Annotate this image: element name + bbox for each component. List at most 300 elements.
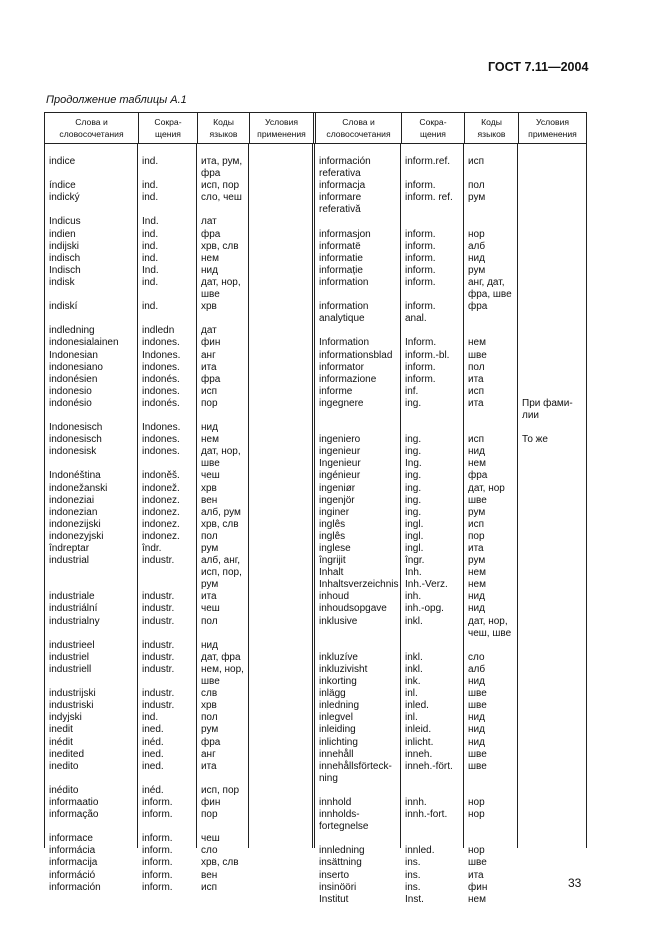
cell-language-code: пол	[201, 712, 218, 724]
cell-language-code: хрв	[201, 700, 217, 712]
cell-language-code: нид	[201, 639, 218, 651]
cell-word: inédito	[49, 784, 79, 796]
table-body	[44, 156, 587, 906]
cell-abbreviation-2: inf.	[405, 385, 419, 397]
cell-language-code-2: исп	[468, 434, 485, 446]
cell-word-2: informatie	[319, 252, 363, 264]
cell-language-code-2: шве	[468, 857, 487, 869]
cell-word-2: inglês	[319, 518, 346, 530]
cell-language-code: хрв, слв	[201, 857, 239, 869]
cell-language-code-2: шве	[468, 760, 487, 772]
table-row	[44, 483, 587, 495]
cell-abbreviation-2: inl.	[405, 688, 418, 700]
cell-language-code-2: ита	[468, 869, 484, 881]
cell-abbreviation: indones.	[142, 434, 180, 446]
table-row	[44, 797, 587, 809]
cell-language-code: исп	[201, 881, 218, 893]
cell-abbreviation: indonés.	[142, 397, 180, 409]
table-row	[44, 688, 587, 700]
table-row	[44, 434, 587, 446]
cell-abbreviation: ined.	[142, 760, 164, 772]
cell-abbreviation: inéd.	[142, 784, 164, 796]
cell-abbreviation-2: inneh.	[405, 748, 433, 760]
table-row	[44, 422, 587, 434]
cell-word: Indonéština	[49, 470, 101, 482]
cell-language-code-2: нор	[468, 228, 485, 240]
cell-abbreviation-2: inform.	[405, 228, 436, 240]
table-row	[44, 519, 587, 531]
cell-abbreviation-2: inform.-bl.	[405, 349, 450, 361]
cell-abbreviation-2: inled.	[405, 700, 429, 712]
cell-word: információ	[49, 869, 96, 881]
cell-word-2: inledning	[319, 700, 360, 712]
cell-condition-2: То же	[522, 434, 548, 446]
cell-language-code-2: алб	[468, 240, 486, 252]
cell-word: inedit	[49, 724, 73, 736]
cell-word: indonesiano	[49, 361, 103, 373]
table-row	[44, 265, 587, 277]
cell-word-2: inglese	[319, 543, 351, 554]
cell-abbreviation: indones.	[142, 361, 180, 373]
cell-language-code-2: ита	[468, 397, 484, 409]
cell-language-code: исп, пор	[201, 180, 240, 192]
cell-word: indický	[49, 192, 80, 204]
cell-language-code-2: ита	[468, 543, 484, 554]
cell-abbreviation: industr.	[142, 591, 175, 603]
cell-word: indisk	[49, 276, 75, 288]
cell-word-2: informacja	[319, 180, 366, 192]
cell-abbreviation: Ind.	[142, 264, 159, 276]
cell-word-2: inlägg	[319, 688, 346, 700]
cell-word-2: insättning	[319, 857, 362, 869]
cell-word-2: innhold	[319, 796, 352, 808]
cell-abbreviation: indones.	[142, 446, 180, 458]
table-row	[44, 809, 587, 833]
cell-abbreviation: ind.	[142, 252, 159, 264]
cell-word-2: informasjon	[319, 228, 371, 240]
cell-abbreviation: indonez.	[142, 494, 180, 506]
cell-word-2: innholds- fortegnelse	[319, 809, 369, 833]
cell-word: informacija	[49, 857, 98, 869]
cell-language-code: исп	[201, 385, 218, 397]
cell-language-code-2: алб нид	[468, 663, 486, 688]
cell-abbreviation-2: inform.	[405, 361, 436, 373]
cell-language-code-2: шве	[468, 349, 487, 361]
cell-language-code-2: фин нем	[468, 881, 488, 905]
table-row	[44, 603, 587, 615]
cell-abbreviation-2: ins.	[405, 857, 421, 869]
cell-abbreviation-2: inneh.-fört.	[405, 760, 453, 772]
cell-abbreviation: ined.	[142, 724, 164, 736]
cell-word: indice	[49, 156, 76, 167]
cell-language-code: нид	[201, 264, 218, 276]
table-row	[44, 640, 587, 652]
cell-abbreviation: industr.	[142, 639, 175, 651]
cell-word: industriální	[49, 603, 98, 615]
cell-language-code-2: шве	[468, 700, 487, 712]
cell-abbreviation: ined.	[142, 748, 164, 760]
cell-abbreviation: indonez.	[142, 506, 180, 518]
cell-language-code-2: сло	[468, 651, 485, 663]
table-row	[44, 700, 587, 712]
cell-word: Indisch	[49, 264, 81, 276]
cell-word: informácia	[49, 845, 96, 857]
cell-word-2: inhoudsopgave	[319, 603, 387, 615]
cell-word: indijski	[49, 240, 80, 252]
cell-word: Indonesisch	[49, 422, 103, 434]
cell-word-2: inklusive	[319, 615, 358, 627]
cell-word-2: ingeniør	[319, 482, 356, 494]
cell-word: informace	[49, 833, 93, 845]
cell-language-code: анг	[201, 349, 216, 361]
cell-word-2: innehållsförteck- ning	[319, 760, 392, 784]
cell-abbreviation-2: innh.-fort.	[405, 809, 448, 821]
cell-abbreviation-2: ins. Inst.	[405, 881, 424, 905]
cell-word: información	[49, 881, 101, 893]
header-conditions: Условия применения	[249, 113, 313, 143]
cell-abbreviation: inform.	[142, 796, 173, 808]
cell-abbreviation: indones.	[142, 337, 180, 349]
cell-language-code-2: дат, нор, чеш, шве	[468, 615, 512, 639]
cell-word: indisch	[49, 252, 81, 264]
cell-abbreviation: ind.	[142, 276, 159, 288]
table-row	[44, 386, 587, 398]
cell-language-code: алб, анг, исп, пор, рум	[201, 555, 242, 591]
cell-word-2: ingenjör	[319, 494, 355, 506]
cell-language-code-2: исп	[468, 385, 485, 397]
cell-abbreviation-2: inform.	[405, 276, 436, 288]
cell-abbreviation: industr.	[142, 615, 175, 627]
cell-abbreviation-2: ingl.	[405, 543, 424, 554]
cell-abbreviation: Ind.	[142, 216, 159, 228]
cell-language-code: дат, нор, шве	[201, 446, 241, 470]
table-row	[44, 362, 587, 374]
cell-word: índice	[49, 180, 76, 192]
cell-language-code-2: нем	[468, 337, 486, 349]
cell-language-code: сло, чеш	[201, 192, 242, 204]
cell-abbreviation: indledn	[142, 325, 175, 337]
cell-abbreviation: inéd.	[142, 736, 164, 748]
table-row	[44, 253, 587, 265]
cell-language-code: нем, нор, шве	[201, 663, 244, 688]
cell-language-code: чеш	[201, 470, 220, 482]
cell-abbreviation: indoněš.	[142, 470, 180, 482]
cell-language-code-2: нид	[468, 252, 485, 264]
table-row	[44, 591, 587, 603]
cell-word: indonezian	[49, 506, 98, 518]
cell-language-code: чеш	[201, 833, 220, 845]
cell-language-code: пол	[201, 530, 218, 542]
cell-abbreviation-2: inform.	[405, 252, 436, 264]
document-code: ГОСТ 7.11—2004	[488, 60, 589, 74]
cell-word: indonežanski	[49, 482, 108, 494]
cell-abbreviation-2: inform. ref.	[405, 192, 453, 204]
cell-abbreviation: ind.	[142, 180, 159, 192]
cell-language-code-2: рум	[468, 192, 486, 204]
cell-word: industriell	[49, 663, 92, 675]
cell-abbreviation: industr.	[142, 555, 175, 567]
table-row	[44, 216, 587, 228]
table-row	[44, 446, 587, 470]
cell-language-code: дат	[201, 325, 217, 337]
table-row	[44, 337, 587, 349]
cell-word: industrialny	[49, 615, 100, 627]
cell-abbreviation-2: inleid.	[405, 724, 432, 736]
cell-word: inedito	[49, 760, 79, 772]
table-row	[44, 749, 587, 761]
cell-abbreviation: îndr.	[142, 543, 162, 554]
cell-abbreviation: Indones.	[142, 349, 181, 361]
cell-word: indien	[49, 228, 76, 240]
table-row	[44, 325, 587, 337]
cell-language-code-2: фра	[468, 301, 488, 313]
cell-language-code-2: нид	[468, 724, 485, 736]
cell-language-code-2: анг, дат, фра, шве	[468, 276, 512, 301]
cell-abbreviation: inform.	[142, 809, 173, 821]
cell-word-2: informationsblad	[319, 349, 393, 361]
cell-language-code-2: рум	[468, 506, 486, 518]
header-language-codes: Коды языков	[197, 113, 249, 143]
cell-word-2: information	[319, 276, 369, 288]
cell-abbreviation: ind.	[142, 301, 159, 313]
cell-word: industrijski	[49, 688, 96, 700]
cell-language-code: нем	[201, 252, 219, 264]
cell-abbreviation: inform.	[142, 833, 173, 845]
cell-language-code-2: шве	[468, 748, 487, 760]
cell-language-code: дат, фра	[201, 651, 241, 663]
header-words-2: Слова и словосочетания	[313, 113, 401, 143]
cell-language-code: фра	[201, 228, 221, 240]
cell-abbreviation-2: inform. anal.	[405, 301, 436, 325]
cell-language-code: ита, рум, фра	[201, 156, 243, 180]
cell-word: industriale	[49, 591, 95, 603]
cell-abbreviation-2: inform.	[405, 180, 436, 192]
table-row	[44, 664, 587, 688]
cell-abbreviation: industr.	[142, 603, 175, 615]
cell-word-2: ingegnere	[319, 397, 364, 409]
cell-abbreviation-2: îngr. Inh. Inh.-Verz.	[405, 555, 448, 591]
cell-language-code: фин	[201, 796, 221, 808]
cell-word: indonesisch	[49, 434, 102, 446]
cell-language-code-2: дат, нор	[468, 482, 505, 494]
cell-word: inédit	[49, 736, 73, 748]
cell-abbreviation-2: Inform.	[405, 337, 437, 349]
table-row	[44, 616, 587, 640]
cell-word: industrial	[49, 555, 90, 567]
table-row	[44, 180, 587, 192]
cell-abbreviation: ind.	[142, 156, 159, 167]
table-row	[44, 470, 587, 482]
cell-abbreviation-2: inkl. ink.	[405, 663, 423, 688]
table-row	[44, 712, 587, 724]
cell-word-2: inkluzivisht inkorting	[319, 663, 368, 688]
cell-abbreviation-2: ins.	[405, 869, 421, 881]
table-row	[44, 882, 587, 906]
cell-language-code-2: нор	[468, 845, 485, 857]
cell-word-2: innehåll	[319, 748, 354, 760]
cell-language-code-2: нид	[468, 603, 485, 615]
cell-abbreviation: Indones.	[142, 422, 181, 434]
table-row	[44, 737, 587, 749]
cell-abbreviation: indonez.	[142, 530, 180, 542]
cell-language-code: хрв, слв	[201, 240, 239, 252]
cell-abbreviation: ind.	[142, 712, 159, 724]
cell-abbreviation: indonés.	[142, 373, 180, 385]
table-header	[44, 112, 587, 144]
cell-abbreviation-2: ing.	[405, 470, 422, 482]
cell-word-2: informatë	[319, 240, 361, 252]
cell-abbreviation-2: inform.	[405, 373, 436, 385]
cell-word-2: insinööri Institut	[319, 881, 357, 905]
cell-language-code-2: пол	[468, 180, 485, 192]
cell-abbreviation: ind.	[142, 192, 159, 204]
cell-language-code: алб, рум	[201, 506, 241, 518]
cell-word: îndreptar	[49, 543, 90, 554]
cell-abbreviation-2: inform.	[405, 264, 436, 276]
cell-language-code: чеш	[201, 603, 220, 615]
cell-abbreviation-2: ingl.	[405, 518, 424, 530]
cell-abbreviation-2: ing.	[405, 397, 422, 409]
table-row	[44, 301, 587, 325]
cell-word-2: inlegvel	[319, 712, 353, 724]
cell-abbreviation-2: ing.	[405, 482, 422, 494]
cell-language-code: нем	[201, 434, 219, 446]
cell-language-code: хрв	[201, 301, 217, 313]
cell-abbreviation-2: inlicht.	[405, 736, 434, 748]
cell-language-code-2: ита	[468, 373, 484, 385]
cell-word-2: îngrijit Inhalt Inhaltsverzeichnis	[319, 555, 399, 591]
cell-word: industrieel	[49, 639, 95, 651]
cell-abbreviation: indonež.	[142, 482, 180, 494]
cell-abbreviation: industr.	[142, 688, 175, 700]
cell-abbreviation-2: ing.	[405, 506, 422, 518]
cell-language-code: нид	[201, 422, 218, 434]
cell-abbreviation: inform.	[142, 881, 173, 893]
cell-abbreviation-2: ing.	[405, 494, 422, 506]
cell-language-code-2: нид нем	[468, 446, 486, 470]
cell-word-2: informe	[319, 385, 353, 397]
cell-abbreviation-2: innh.	[405, 796, 427, 808]
cell-word: informaatio	[49, 796, 99, 808]
cell-language-code: рум	[201, 724, 219, 736]
cell-abbreviation-2: inl.	[405, 712, 418, 724]
cell-abbreviation-2: inform.ref.	[405, 156, 451, 167]
cell-language-code-2: нор	[468, 809, 485, 821]
page-number: 33	[568, 876, 582, 890]
cell-language-code: пол	[201, 615, 218, 627]
cell-language-code-2: исп	[468, 518, 485, 530]
cell-abbreviation: industr.	[142, 700, 175, 712]
cell-word: indonésien	[49, 373, 98, 385]
cell-abbreviation: ind.	[142, 240, 159, 252]
cell-word: indoneziai	[49, 494, 95, 506]
cell-abbreviation-2: ingl.	[405, 530, 424, 542]
cell-language-code-2: нид	[468, 591, 485, 603]
table-row	[44, 398, 587, 422]
cell-language-code-2: шве	[468, 494, 487, 506]
cell-word-2: informare referativă	[319, 192, 362, 216]
cell-language-code-2: рум нем нем	[468, 555, 486, 591]
table-row	[44, 543, 587, 555]
cell-language-code: ита	[201, 591, 217, 603]
cell-word: inedited	[49, 748, 85, 760]
cell-word: indonésio	[49, 397, 92, 409]
cell-word-2: informator	[319, 361, 365, 373]
cell-word-2: inhoud	[319, 591, 350, 603]
cell-word: Indicus	[49, 216, 81, 228]
cell-word: indyjski	[49, 712, 82, 724]
table-row	[44, 531, 587, 543]
table-row	[44, 555, 587, 591]
cell-abbreviation-2: inkl.	[405, 651, 423, 663]
cell-abbreviation: industr.	[142, 663, 175, 675]
cell-word-2: inleiding	[319, 724, 356, 736]
cell-word: industriel	[49, 651, 90, 663]
cell-word: industriski	[49, 700, 94, 712]
cell-abbreviation-2: inh.-opg.	[405, 603, 444, 615]
cell-language-code: исп, пор	[201, 784, 240, 796]
table-caption: Продолжение таблицы А.1	[46, 94, 187, 106]
cell-word: indonezijski	[49, 518, 101, 530]
table-row	[44, 192, 587, 216]
header-language-codes-2: Коды языков	[464, 113, 518, 143]
cell-word-2: information analytique	[319, 301, 369, 325]
cell-language-code: рум	[201, 543, 219, 554]
cell-word: Indonesian	[49, 349, 98, 361]
cell-word-2: ingenieur Ingenieur	[319, 446, 361, 470]
table-row	[44, 761, 587, 785]
cell-language-code: анг	[201, 748, 216, 760]
table-row	[44, 495, 587, 507]
cell-language-code: дат, нор, шве	[201, 276, 241, 301]
cell-language-code-2: пор	[468, 530, 485, 542]
table-row	[44, 277, 587, 301]
cell-abbreviation-2: ing. Ing.	[405, 446, 422, 470]
cell-word-2: inlichting	[319, 736, 358, 748]
header-conditions-2: Условия применения	[518, 113, 586, 143]
table-row	[44, 374, 587, 386]
cell-word-2: inkluzíve	[319, 651, 358, 663]
cell-word-2: ingeniero	[319, 434, 361, 446]
cell-abbreviation: ind.	[142, 228, 159, 240]
cell-abbreviation: industr.	[142, 651, 175, 663]
cell-abbreviation: inform.	[142, 845, 173, 857]
table-row	[44, 507, 587, 519]
cell-language-code: ита	[201, 760, 217, 772]
cell-abbreviation-2: innled.	[405, 845, 435, 857]
cell-language-code-2: рум	[468, 264, 486, 276]
cell-language-code: фра	[201, 373, 221, 385]
cell-abbreviation: indones.	[142, 385, 180, 397]
cell-language-code: хрв	[201, 482, 217, 494]
cell-word: indiskí	[49, 301, 78, 313]
header-abbreviations-2: Сокра- щения	[401, 113, 464, 143]
table-row	[44, 241, 587, 253]
table-row	[44, 785, 587, 797]
cell-condition-2: При фами- лии	[522, 397, 573, 421]
cell-language-code: вен	[201, 494, 218, 506]
table-row	[44, 350, 587, 362]
cell-word: indonezyjski	[49, 530, 104, 542]
cell-language-code: слв	[201, 688, 218, 700]
cell-language-code: пор	[201, 809, 218, 821]
table-row	[44, 652, 587, 664]
table-row	[44, 156, 587, 180]
header-abbreviations: Сокра- щения	[138, 113, 197, 143]
cell-language-code: фра	[201, 736, 221, 748]
cell-language-code-2: фра	[468, 470, 488, 482]
header-words: Слова и словосочетания	[59, 117, 124, 139]
